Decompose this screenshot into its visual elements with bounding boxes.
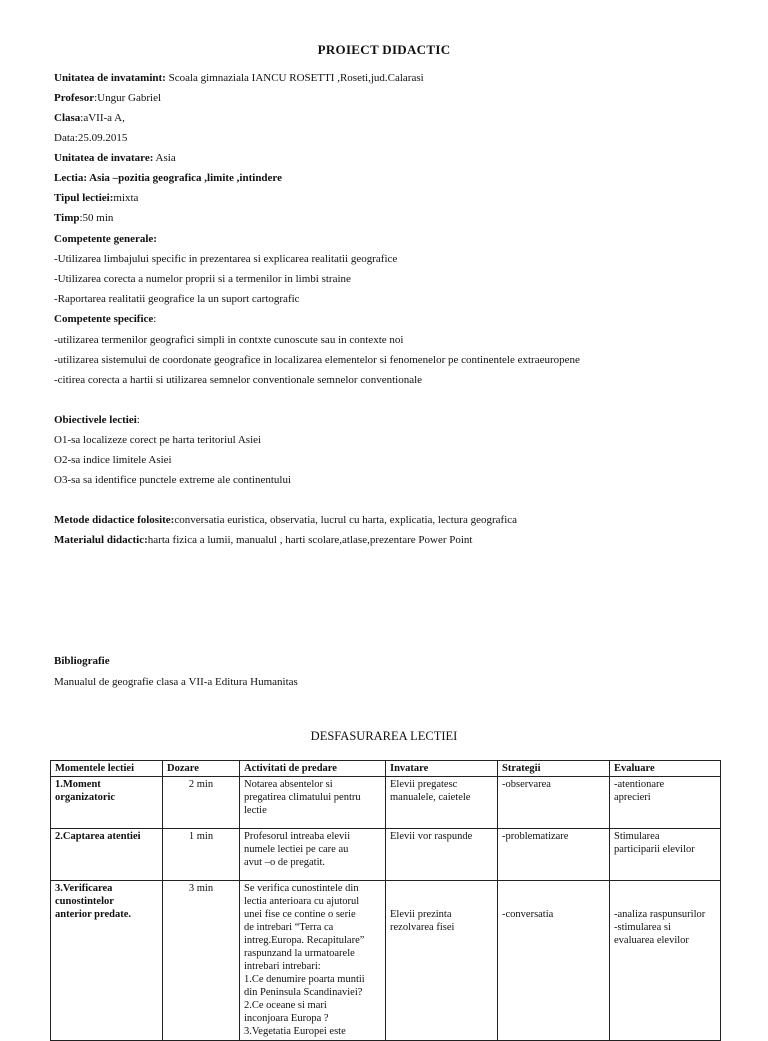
general-competence-item: -Utilizarea limbajului specific in prezentarea si explicarea realitatii geografice (54, 253, 398, 265)
cell-line: din Peninsula Scandinaviei? (244, 987, 363, 998)
cell-strategii (498, 777, 610, 829)
cell-moment (51, 777, 163, 829)
cell-line: -conversatia (502, 909, 554, 920)
objectives-heading: Obiectivele lectiei: (54, 414, 140, 426)
header-date (54, 132, 127, 144)
cell-evaluare (610, 777, 721, 829)
header-label: Profesor (54, 92, 95, 104)
cell-invatare (386, 777, 498, 829)
cell-line: Se verifica cunostintele din (244, 883, 359, 894)
column-header: Momentele lectiei (51, 761, 163, 777)
cell-line: manualele, caietele (390, 792, 471, 803)
cell-line: numele lectiei pe care au (244, 844, 349, 855)
objective-item: O1-sa localizeze corect pe harta teritoriul Asiei (54, 434, 262, 446)
cell-line: intreg.Europa. Recapitulare” (244, 935, 365, 946)
general-competence-item: -Raportarea realitatii geografice la un suport cartografic (54, 293, 300, 305)
cell-line: Notarea absentelor si (244, 779, 333, 790)
specific-competence-item: -utilizarea termenilor geografici simpli in contxte cunoscute sau in contexte noi (54, 334, 404, 346)
general-competences-heading (54, 233, 157, 245)
cell-dozare: 2 min (163, 777, 240, 829)
column-header: Activitati de predare (240, 761, 386, 777)
header-value: :aVII-a A, (80, 112, 125, 124)
cell-line (502, 882, 605, 895)
header-value: Data:25.09.2015 (54, 132, 128, 144)
cell-line: rezolvarea fisei (390, 922, 455, 933)
cell-line (390, 895, 493, 908)
document-title: PROIECT DIDACTIC (317, 42, 451, 57)
bibliography-item: Manualul de geografie clasa a VII-a Editura Humanitas (54, 676, 298, 688)
specific-competences-heading: Competente specifice: (54, 313, 157, 325)
cell-line (614, 882, 716, 895)
cell-line: 2.Ce oceane si mari (244, 1000, 327, 1011)
cell-line: -analiza raspunsurilor (614, 909, 706, 920)
cell-invatare (386, 829, 498, 881)
cell-line: raspunzand la urmatoarele (244, 948, 355, 959)
cell-line: organizatoric (55, 792, 116, 803)
cell-dozare: 3 min (163, 881, 240, 1041)
cell-line: anterior predate. (55, 909, 132, 920)
general-competence-item: -Utilizarea corecta a numelor proprii si a termenilor in limbi straine (54, 273, 351, 285)
cell-predare (240, 881, 386, 1041)
cell-line: -stimularea si (614, 922, 671, 933)
lesson-table (50, 760, 721, 1041)
header-label: Unitatea de invatare: (54, 152, 154, 164)
cell-line: de intrebari “Terra ca (244, 922, 334, 933)
specific-competence-item: -utilizarea sistemului de coordonate geografice in localizarea elementelor si fenomenelor pe continentele extraeuropene (54, 354, 580, 366)
column-header: Dozare (163, 761, 240, 777)
objective-item: O2-sa indice limitele Asiei (54, 454, 172, 466)
header-value: Asia (153, 152, 176, 164)
cell-line (390, 882, 493, 895)
cell-evaluare (610, 881, 721, 1041)
cell-line: lectie (244, 805, 267, 816)
cell-line: 3.Vegetatia Europei este (244, 1026, 346, 1037)
cell-line: Elevii pregatesc (390, 779, 458, 790)
cell-predare (240, 829, 386, 881)
header-label: Tipul lectiei: (54, 192, 114, 204)
cell-line: 1.Moment (55, 779, 101, 790)
header-value: Scoala gimnaziala IANCU ROSETTI ,Roseti,jud.Calarasi (165, 72, 424, 84)
cell-evaluare (610, 829, 721, 881)
header-lesson (54, 172, 282, 184)
cell-line: lectia anterioara cu ajutorul (244, 896, 360, 907)
header-label: Timp (54, 212, 80, 224)
header-label: Lectia: Asia –pozitia geografica ,limite ,intindere (54, 172, 283, 184)
cell-line: 1.Ce denumire poarta muntii (244, 974, 365, 985)
cell-line (502, 895, 605, 908)
header-lesson-type (54, 192, 138, 204)
cell-line: -observarea (502, 779, 551, 790)
table-row (51, 829, 721, 881)
cell-line: avut –o de pregatit. (244, 857, 326, 868)
materials-line: Materialul didactic:harta fizica a lumii, manualul , harti scolare,atlase,prezentare Power Point (54, 534, 473, 546)
cell-line: Elevii vor raspunde (390, 831, 473, 842)
header-school (54, 72, 424, 84)
cell-line: unei fise ce contine o serie (244, 909, 356, 920)
cell-line: 2.Captarea atentiei (55, 831, 141, 842)
header-value: mixta (113, 192, 139, 204)
cell-line: intrebari intrebari: (244, 961, 321, 972)
cell-line: Stimularea (614, 831, 660, 842)
section-title: DESFASURAREA LECTIEI (310, 729, 458, 743)
cell-line: -atentionare (614, 779, 665, 790)
cell-moment (51, 829, 163, 881)
bibliography-heading: Bibliografie (54, 655, 110, 667)
cell-line: pregatirea climatului pentru (244, 792, 361, 803)
column-header: Invatare (386, 761, 498, 777)
cell-dozare: 1 min (163, 829, 240, 881)
methods-line: Metode didactice folosite:conversatia euristica, observatia, lucrul cu harta, explicatia, lectura geografica (54, 514, 518, 526)
table-header-row (51, 761, 721, 777)
header-label: Clasa (54, 112, 81, 124)
column-header: Strategii (498, 761, 610, 777)
specific-competence-item: -citirea corecta a hartii si utilizarea semnelor conventionale semnelor conventionale (54, 374, 423, 386)
cell-predare (240, 777, 386, 829)
header-time (54, 212, 113, 224)
table-row (51, 881, 721, 1041)
cell-strategii (498, 881, 610, 1041)
cell-line: evaluarea elevilor (614, 935, 689, 946)
header-class (54, 112, 125, 124)
cell-moment (51, 881, 163, 1041)
cell-line: Elevii prezinta (390, 909, 452, 920)
cell-line: -problematizare (502, 831, 569, 842)
cell-line: aprecieri (614, 792, 651, 803)
header-value: :50 min (79, 212, 114, 224)
header-teacher (54, 92, 161, 104)
table-row (51, 777, 721, 829)
cell-line: participarii elevilor (614, 844, 695, 855)
cell-line: inconjoara Europa ? (244, 1013, 329, 1024)
cell-line: 3.Verificarea (55, 883, 113, 894)
cell-line (614, 895, 716, 908)
header-value: :Ungur Gabriel (94, 92, 162, 104)
cell-invatare (386, 881, 498, 1041)
cell-strategii (498, 829, 610, 881)
header-label: Unitatea de invatamint: (54, 72, 166, 84)
column-header: Evaluare (610, 761, 721, 777)
cell-line: cunostintelor (55, 896, 114, 907)
objective-item: O3-sa sa identifice punctele extreme ale continentului (54, 474, 292, 486)
header-label: Competente generale: (54, 233, 157, 245)
header-unit (54, 152, 176, 164)
cell-line: Profesorul intreaba elevii (244, 831, 351, 842)
